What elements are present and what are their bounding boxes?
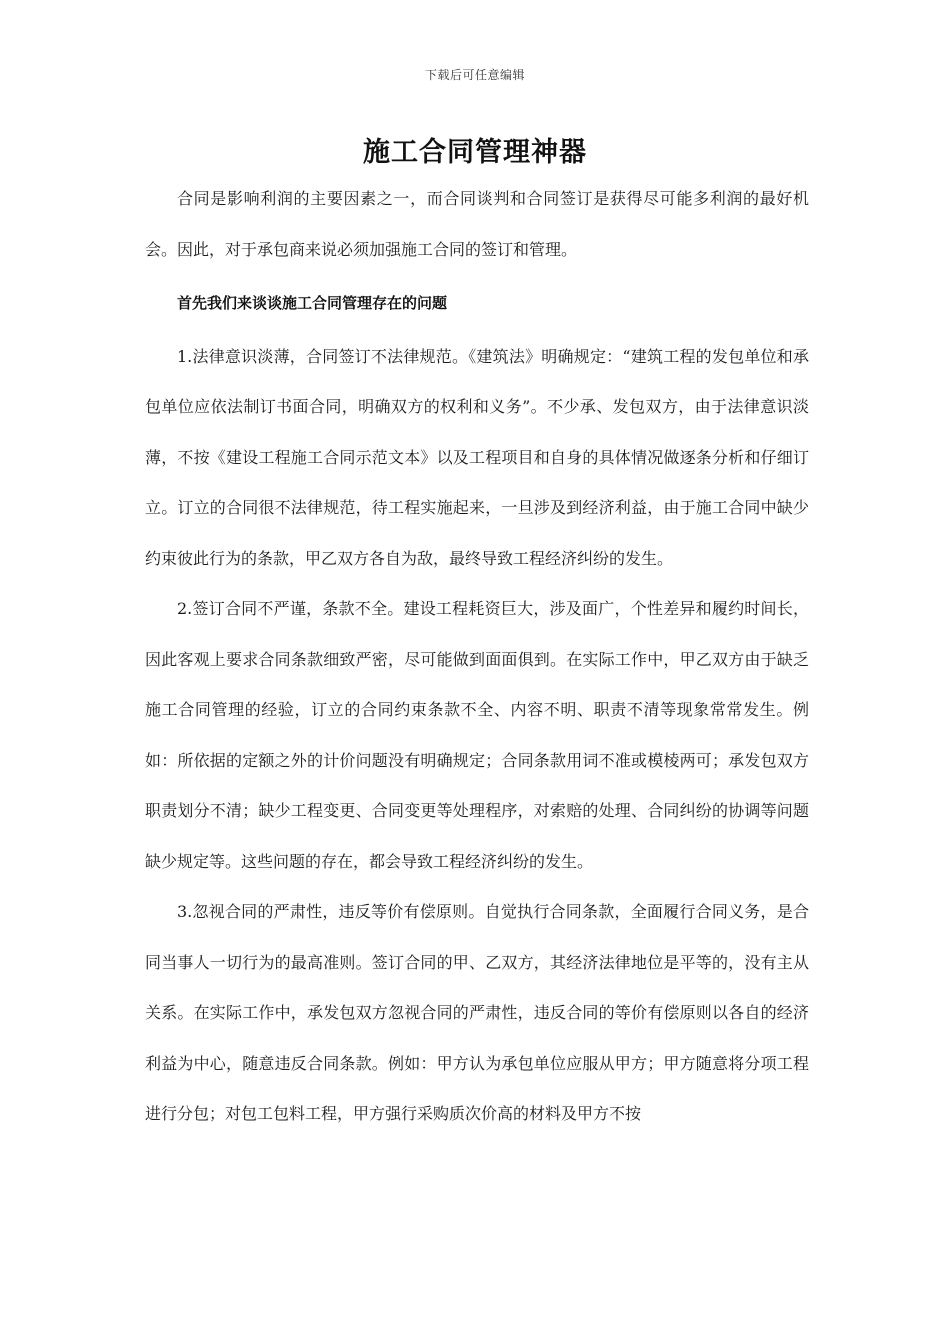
intro-paragraph: 合同是影响利润的主要因素之一，而合同谈判和合同签订是获得尽可能多利润的最好机会。因此，对于承包商来说必须加强施工合同的签订和管理。 xyxy=(145,189,809,259)
document-body xyxy=(145,174,809,1140)
paragraph-2: 2.签订合同不严谨，条款不全。建设工程耗资巨大，涉及面广，个性差异和履约时间长，因此客观上要求合同条款细致严密，尽可能做到面面俱到。在实际工作中，甲乙双方由于缺乏施工合同管理的经验，订立的合同约束条款不全、内容不明、职责不清等现象常常发生。例如：所依据的定额之外的计价问题没有明确规定；合同条款用词不准或模棱两可；承发包双方职责划分不清；缺少工程变更、合同变更等处理程序，对索赔的处理、合同纠纷的协调等问题缺少规定等。这些问题的存在，都会导致工程经济纠纷的发生。 xyxy=(145,599,809,871)
header-note: 下载后可任意编辑 xyxy=(424,68,525,82)
document-title: 施工合同管理神器 xyxy=(363,137,587,168)
paragraph-3: 3.忽视合同的严肃性，违反等价有偿原则。自觉执行合同条款，全面履行合同义务，是合同当事人一切行为的最高准则。签订合同的甲、乙双方，其经济法律地位是平等的，没有主从关系。在实际工作中，承发包双方忽视合同的严肃性，违反合同的等价有偿原则以各自的经济利益为中心，随意违反合同条款。例如：甲方认为承包单位应服从甲方；甲方随意将分项工程进行分包；对包工包料工程，甲方强行采购质次价高的材料及甲方不按 xyxy=(145,902,809,1123)
section-heading: 首先我们来谈谈施工合同管理存在的问题 xyxy=(177,294,448,312)
paragraph-1: 1.法律意识淡薄，合同签订不法律规范。《建筑法》明确规定：“建筑工程的发包单位和承包单位应依法制订书面合同，明确双方的权利和义务”。不少承、发包双方，由于法律意识淡薄，不按《建设工程施工合同示范文本》以及工程项目和自身的具体情况做逐条分析和仔细订立。订立的合同很不法律规范，待工程实施起来，一旦涉及到经济利益，由于施工合同中缺少约束彼此行为的条款，甲乙双方各自为敌，最终导致工程经济纠纷的发生。 xyxy=(145,346,809,568)
